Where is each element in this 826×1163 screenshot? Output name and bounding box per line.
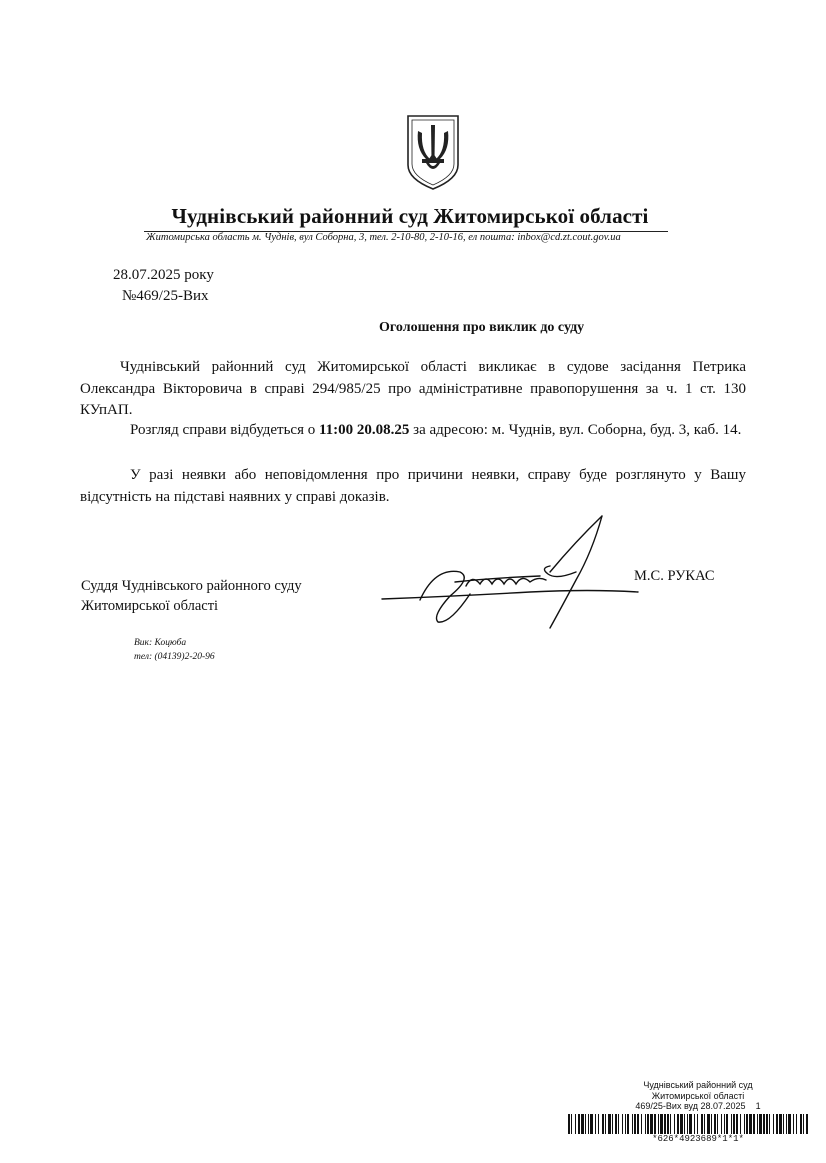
executor-info bbox=[134, 636, 215, 664]
notice-paragraph-2 bbox=[80, 420, 746, 442]
notice-title: Оголошення про виклик до суду bbox=[379, 320, 585, 335]
judge-title-line-1: Суддя Чуднівського районного суду bbox=[81, 578, 302, 594]
barcode bbox=[568, 1114, 808, 1134]
handwritten-signature bbox=[380, 512, 640, 632]
hearing-datetime: 11:00 20.08.25 bbox=[319, 422, 410, 438]
notice-paragraph-1: Чуднівський районний суд Житомирської області викликає в судове засідання Петрика Олександра Вікторовича в справі 294/985/25 про адміністративне правопорушення за ч. 1 ст. 130 КУпАП. bbox=[80, 359, 746, 418]
executor-phone: тел: (04139)2-20-96 bbox=[134, 652, 215, 662]
barcode-text: *626*4923689*1*1* bbox=[652, 1134, 744, 1144]
stamp-region: Житомирської області bbox=[651, 1090, 745, 1101]
judge-title-line-2: Житомирської області bbox=[81, 598, 219, 614]
registry-stamp bbox=[598, 1080, 798, 1112]
stamp-court: Чуднівський районний суд bbox=[643, 1080, 753, 1090]
court-name: Чуднівський районний суд Житомирської області bbox=[171, 204, 649, 228]
hearing-text-after: за адресою: м. Чуднів, вул. Соборна, буд. 3, каб. 14. bbox=[409, 422, 742, 438]
hearing-text-before: Розгляд справи відбудеться о bbox=[130, 422, 319, 438]
trident-coat-of-arms-icon bbox=[404, 113, 462, 191]
judge-name: М.С. РУКАС bbox=[634, 568, 715, 584]
notice-paragraph-3: У разі неявки або неповідомлення про причини неявки, справу буде розглянуто у Вашу відсутність на підставі наявних у справі доказів. bbox=[80, 467, 746, 505]
judge-title bbox=[81, 576, 302, 616]
outgoing-number: №469/25-Вих bbox=[122, 288, 209, 304]
stamp-reg-text: 469/25-Вих вуд 28.07.2025 bbox=[635, 1101, 746, 1111]
document-date: 28.07.2025 року bbox=[113, 267, 214, 283]
stamp-reg-number bbox=[598, 1101, 798, 1112]
court-address: Житомирська область м. Чуднів, вул Соборна, 3, тел. 2-10-80, 2-10-16, ел пошта: inbox@cd.zt.cout.gov.ua bbox=[146, 232, 621, 243]
stamp-page-number: 1 bbox=[755, 1101, 761, 1111]
executor-name: Вик: Коцюба bbox=[134, 638, 187, 648]
